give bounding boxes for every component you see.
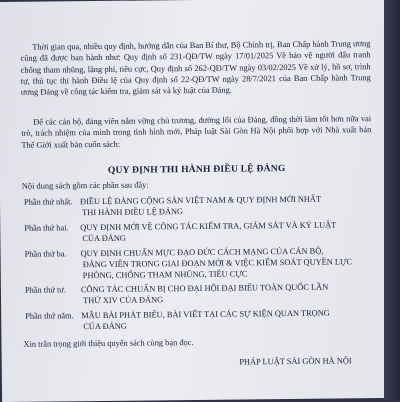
- part-label: Phần thứ nhất.: [23, 197, 73, 207]
- book-title: QUY ĐỊNH THI HÀNH ĐIỀU LỆ ĐẢNG: [107, 163, 286, 176]
- part-title-line: PHÒNG, CHỐNG THAM NHŨNG, TIÊU CỰC: [82, 269, 248, 281]
- part-title-line: THI HÀNH ĐIỀU LỆ ĐẢNG: [82, 207, 184, 218]
- part-title-line: CỦA ĐẢNG: [83, 321, 127, 332]
- page-edge-shadow: [384, 0, 400, 400]
- part-5: [25, 308, 375, 332]
- part-title-line: CỦA ĐẢNG: [82, 233, 126, 244]
- part-title-line: QUY ĐỊNH MỚI VỀ CÔNG TÁC KIỂM TRA, GIÁM SÁT VÀ KỶ LUẬT: [80, 220, 337, 233]
- part-3: [24, 246, 375, 281]
- part-title-line: QUY ĐỊNH CHUẨN MỰC ĐẠO ĐỨC CÁCH MẠNG CỦA CÁN BỘ,: [80, 246, 324, 259]
- contents-intro: Nội dung sách gồm các phần sau đây:: [21, 180, 149, 191]
- paragraph-regulations: Thời gian qua, nhiều quy định, hướng dẫn của Ban Bí thư, Bộ Chính trị, Ban Chấp hành Trung ương cũng đã được ban hành như: Quy định số 231-QĐ/TW ngày 17/01/2025 Về bảo vệ người đấu tranh chống tham nhũng, lãng phí, tiêu cực, Quy định số 262-QĐ/TW ngày 03/02/2025 Về xử lý, hồ sơ, trình tự, thủ tục thi hành Điều lệ của Quy định số 22-QĐ/TW ngày 28/7/2021 của Ban Chấp hành Trung ương Đảng về công tác kiểm tra, giám sát và kỷ luật của Đảng.: [20, 39, 371, 97]
- closing-line: Xin trân trọng giới thiệu quyển sách cùng bạn đọc.: [23, 338, 194, 349]
- publisher-signature: PHÁP LUẬT SÀI GÒN HÀ NỘI: [239, 356, 352, 367]
- part-label: Phần thứ tư.: [24, 285, 66, 295]
- part-title-line: CÔNG TÁC CHUẨN BỊ CHO ĐẠI HỘI ĐẠI BIỂU TOÀN QUỐC LẦN: [80, 282, 329, 295]
- part-label: Phần thứ hai.: [24, 223, 69, 233]
- part-title-line: ĐẢNG VIÊN TRONG GIAI ĐOẠN MỚI & VIỆC KIỂM SOÁT QUYỀN LỰC: [82, 257, 353, 270]
- part-label: Phần thứ năm.: [25, 311, 74, 321]
- paragraph-purpose: Để các cán bộ, đảng viên nắm vững chủ trương, đường lối của Đảng, đồng thời làm tốt hơn nữa vai trò, trách nhiệm của mình trong tình hình mới, Pháp luật Sài Gòn Hà Nội phối hợp với Nhà xuất bản Thế Giới xuất bản cuốn sách:: [21, 114, 372, 150]
- part-title-line: THỨ XIV CỦA ĐẢNG: [83, 295, 164, 306]
- part-1: [23, 194, 374, 218]
- part-4: [24, 282, 375, 306]
- part-title-line: MẪU BÀI PHÁT BIỂU, BÀI VIẾT TẠI CÁC SỰ KIỆN QUAN TRỌNG: [81, 308, 330, 321]
- part-label: Phần thứ ba.: [24, 249, 67, 259]
- part-2: [24, 220, 374, 244]
- part-title-line: ĐIỀU LỆ ĐẢNG CỘNG SẢN VIỆT NAM & QUY ĐỊNH MỚI NHẤT: [79, 194, 322, 207]
